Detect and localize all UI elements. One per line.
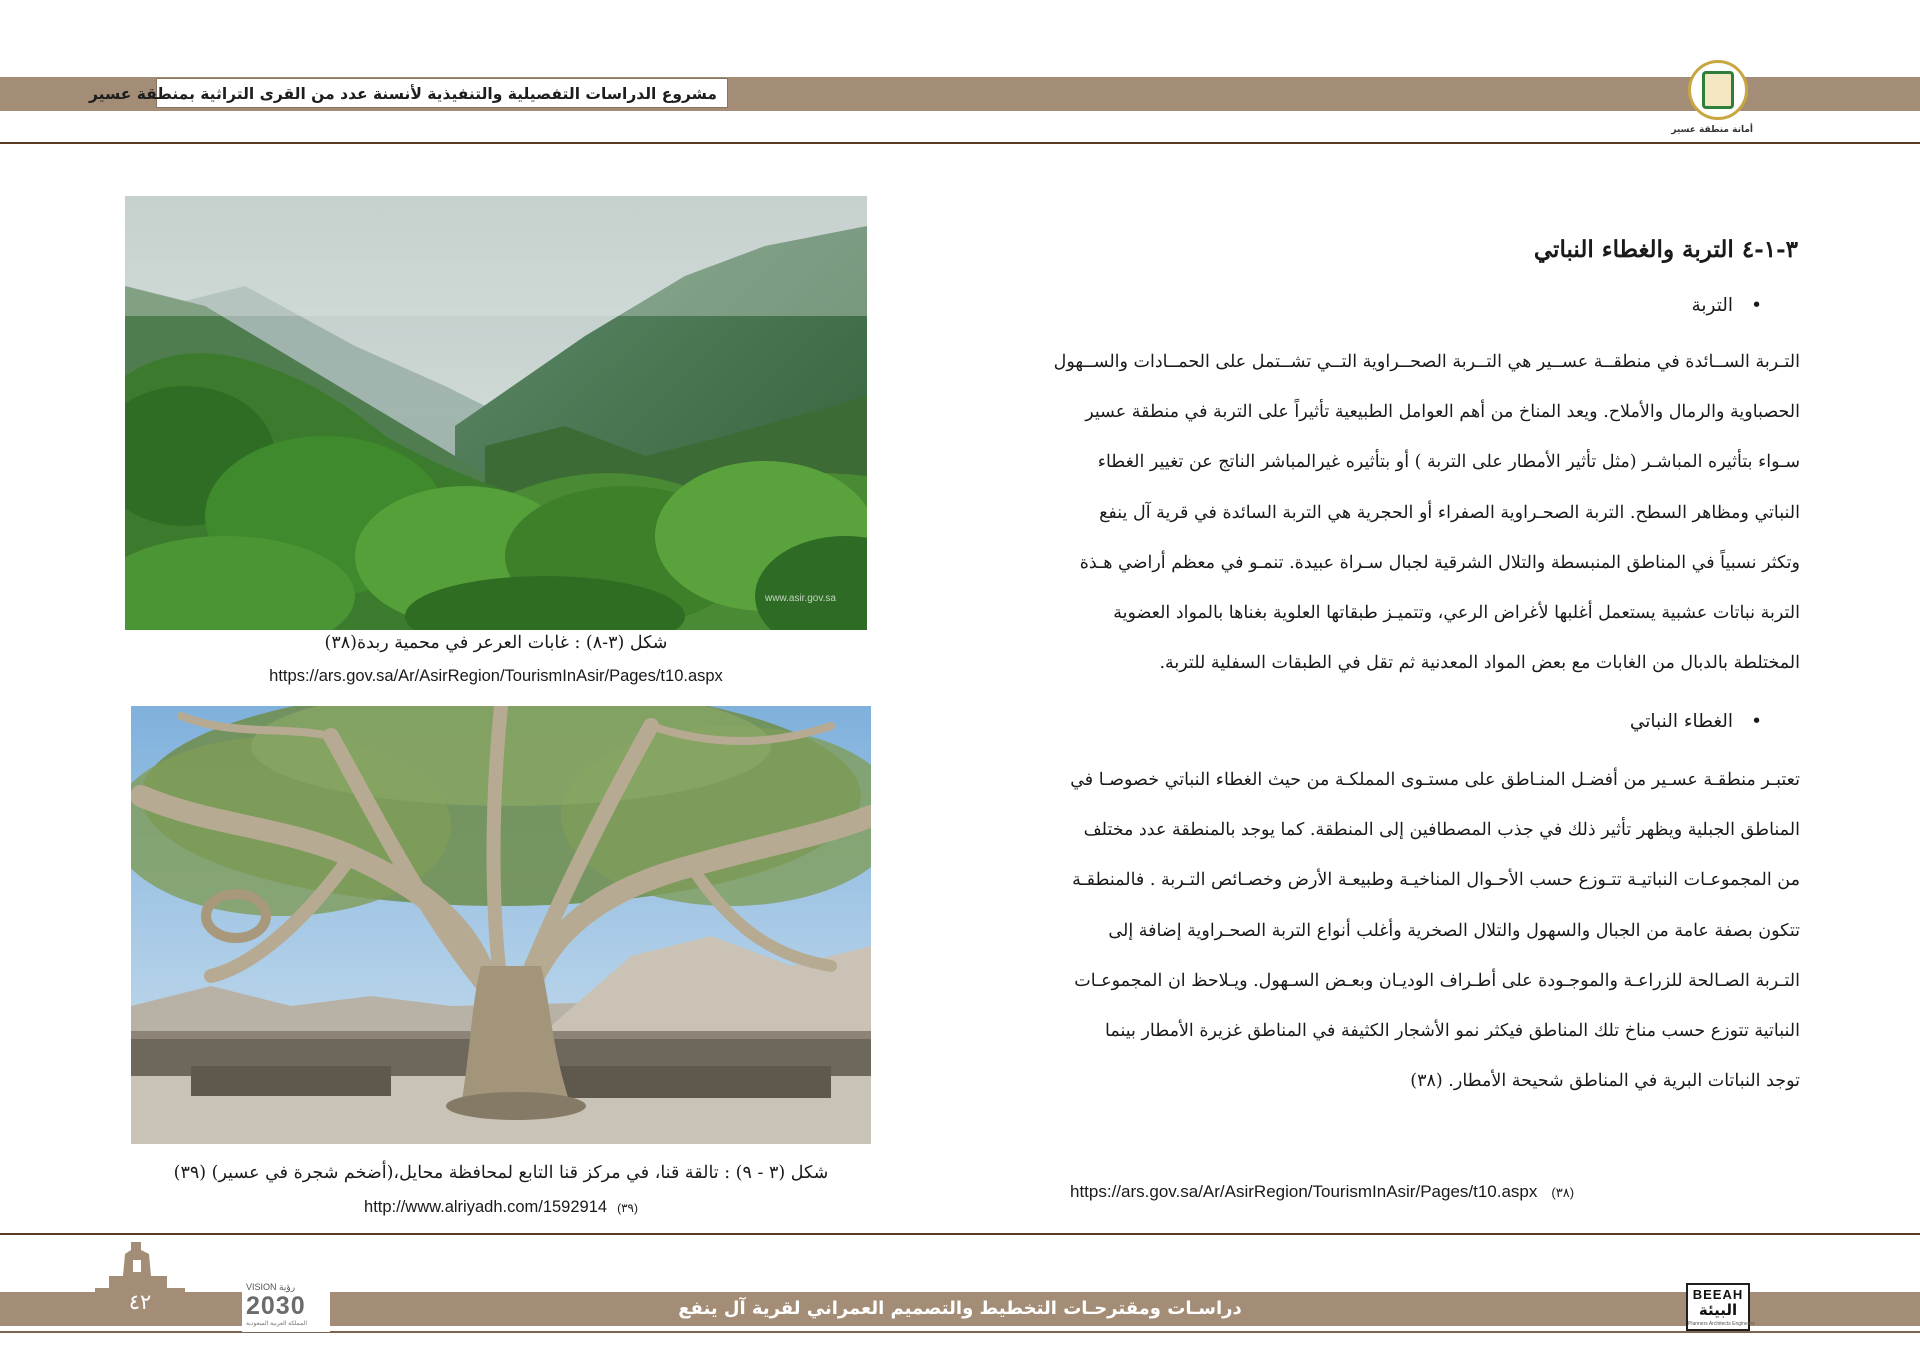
beeah-ar: البيئة — [1698, 1301, 1738, 1319]
vision-label: VISION رؤية — [246, 1282, 296, 1292]
paragraph-line: النباتي ومظاهر السطح. التربة الصحـراوية الصفراء أو الحجرية هي التربة السائدة في قرية آل ينفع — [1099, 502, 1800, 523]
vegetation-paragraph — [996, 755, 1800, 1106]
emblem-icon — [1688, 60, 1748, 120]
soil-bullet — [1000, 295, 1762, 316]
bullet-icon: • — [1751, 295, 1762, 316]
juniper-forest-photo — [125, 196, 867, 630]
footer-title: دراسـات ومقترحـات التخطيط والتصميم العمراني لقرية آل ينفع — [678, 1298, 1242, 1319]
vision-subtitle: المملكة العربية السعودية — [246, 1321, 308, 1327]
paragraph-line: الحصباوية والرمال والأملاح. ويعد المناخ من أهم العوامل الطبيعية تأثيراً على التربة في منطقة عسير — [1085, 402, 1800, 423]
soil-paragraph — [996, 337, 1800, 688]
paragraph-line: وتكثر نسبياً في المناطق المنبسطة والتلال الشرقية لجبال سـراة عبيدة. تنمـو في معظم أراضي هـذة — [1079, 552, 1800, 573]
figure-8-caption: شكل (٣-٨) : غابات العرعر في محمية ربدة(٣٨) — [324, 633, 668, 653]
emblem-shield-icon — [1702, 71, 1734, 109]
vision-year: 2030 — [246, 1292, 306, 1320]
paragraph-line: تتكون بصفة عامة من الجبال والسهول والتلال الصخرية وأغلب أنواع التربة الصحـراوية إضافة إلى — [1108, 920, 1800, 941]
figure-9-url-number: (٣٩) — [617, 1201, 638, 1215]
footer-rule — [0, 1233, 1920, 1235]
asir-municipality-logo — [1671, 60, 1753, 142]
giant-tree-illustration — [131, 706, 871, 1144]
vegetation-bullet — [1000, 711, 1762, 732]
photo-watermark: www.asir.gov.sa — [765, 593, 836, 604]
paragraph-line: تعتبـر منطقـة عسـير من أفضـل المنـاطق على مستـوى المملكـة من حيث الغطاء النباتي خصوصـا في — [1070, 770, 1800, 790]
figure-9-url-line — [131, 1198, 871, 1217]
paragraph-line: سـواء بتأثيره المباشـر (مثل تأثير الأمطار على التربة ) أو بتأثيره غيرالمباشر الناتج عن تغيير الغطاء — [1097, 452, 1800, 473]
footnote-number: (٣٨) — [1551, 1185, 1575, 1200]
footnote — [1070, 1182, 1746, 1202]
paragraph-line: التـربة الســائدة في منطقــة عســير هي التــربة الصحــراوية التــي تشــتمل على الحمــادات والســهول — [1053, 352, 1800, 372]
paragraph-line: المختلطة بالدبال من الغابات مع بعض المواد المعدنية ثم تقل في الطبقات السفلية للتربة. — [1159, 653, 1800, 674]
paragraph-line: النباتية تتوزع حسب مناخ تلك المناطق فيكثر نمو الأشجار الكثيفة في المناطق غزيرة الأمطار بينما — [1105, 1021, 1800, 1042]
footnote-url[interactable]: https://ars.gov.sa/Ar/AsirRegion/TourismInAsir/Pages/t10.aspx — [1070, 1182, 1538, 1201]
figure-9-caption: شكل (٣ - ٩) : تالقة قنا، في مركز قنا التابع لمحافظة محايل،(أضخم شجرة في عسير) (٣٩) — [173, 1163, 829, 1183]
project-title: مشروع الدراسات التفصيلية والتنفيذية لأنسنة عدد من القرى التراثية بمنطقة عسير — [156, 78, 728, 108]
paragraph-line: التـربة الصـالحة للزراعـة والموجـودة على أطـراف الوديـان وبعـض السـهول. ويـلاحظ ان المجموعـات — [1074, 970, 1800, 991]
giant-tree-photo — [131, 706, 871, 1144]
section-heading: ٣-١-٤ التربة والغطاء النباتي — [1533, 236, 1798, 263]
paragraph-line: المناطق الجبلية ويظهر تأثير ذلك في جذب المصطافين إلى المنطقة. كما يوجد بالمنطقة عدد مختلف — [1083, 820, 1800, 841]
page-number: ٤٢ — [128, 1290, 152, 1314]
bullet-icon: • — [1751, 711, 1762, 732]
beeah-logo — [1686, 1283, 1755, 1331]
beeah-subtitle: Planners Architects Engineers — [1688, 1321, 1755, 1327]
header-rule — [0, 142, 1920, 144]
beeah-en: BEEAH — [1692, 1287, 1744, 1302]
soil-bullet-label: التربة — [1691, 295, 1734, 316]
paragraph-line: من المجموعـات النباتيـة تتـوزع حسب الأحـوال المناخيـة وطبيعـة الأرض وخصـائص التـربة . فالمنطقـة — [1072, 870, 1800, 891]
vegetation-bullet-label: الغطاء النباتي — [1629, 711, 1734, 732]
figure-9-url[interactable]: http://www.alriyadh.com/1592914 — [364, 1198, 608, 1216]
juniper-forest-illustration — [125, 196, 867, 630]
figure-8-url[interactable]: https://ars.gov.sa/Ar/AsirRegion/TourismInAsir/Pages/t10.aspx — [269, 667, 723, 685]
logo-caption: أمانة منطقة عسير — [1671, 125, 1753, 135]
fort-icon — [95, 1240, 185, 1296]
paragraph-line: التربة نباتات عشبية يستعمل أغلبها لأغراض الرعي، وتتميـز طبقاتها العلوية بغناها بالمواد العضوية — [1113, 603, 1800, 624]
paragraph-line: توجد النباتات البرية في المناطق شحيحة الأمطار. (٣٨) — [1410, 1071, 1800, 1092]
vision-2030-logo — [242, 1282, 330, 1332]
